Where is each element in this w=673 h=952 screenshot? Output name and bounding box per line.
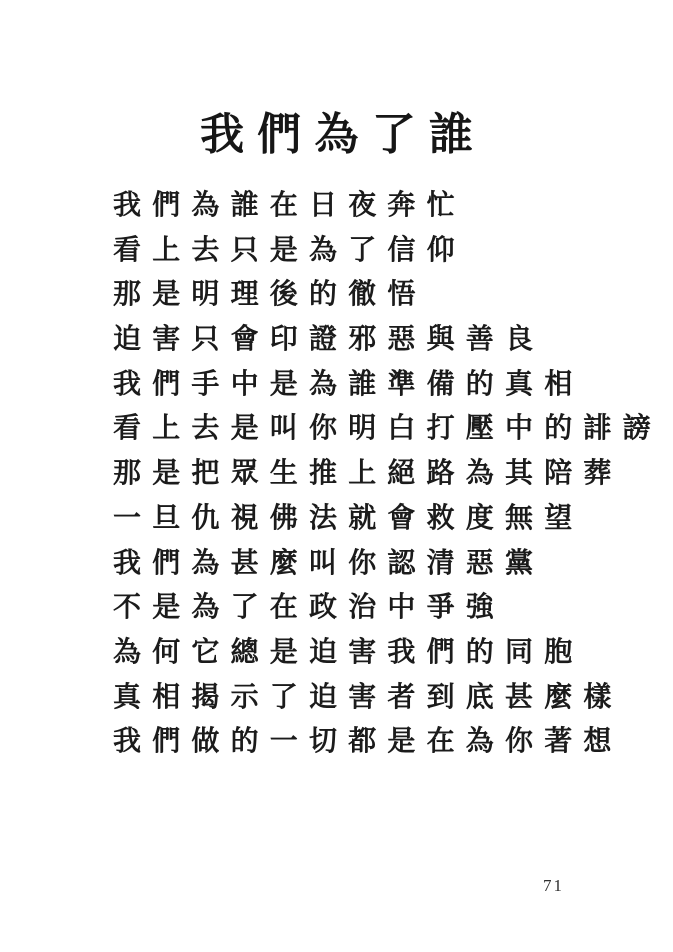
page-title: 我們為了誰 — [200, 110, 487, 159]
poem-line: 為何它總是迫害我們的同胞 — [113, 636, 584, 668]
poem-body — [113, 184, 662, 765]
page-number: 71 — [543, 876, 565, 895]
poem-line: 我們手中是為誰準備的真相 — [113, 368, 584, 400]
poem-line: 我們為誰在日夜奔忙 — [113, 190, 466, 221]
poem-line: 迫害只會印證邪惡與善良 — [113, 324, 545, 356]
poem-line: 那是把眾生推上絕路為其陪葬 — [113, 458, 623, 490]
poem-line: 那是明理後的徹悟 — [113, 279, 427, 311]
poem-line: 真相揭示了迫害者到底甚麼樣 — [113, 681, 623, 713]
poem-line: 看上去是叫你明白打壓中的誹謗 — [113, 413, 662, 445]
poem-line: 一旦仇視佛法就會救度無望 — [113, 502, 584, 534]
poem-line: 看上去只是為了信仰 — [113, 234, 466, 266]
poem-line: 我們為甚麼叫你認清惡黨 — [113, 547, 545, 579]
poem-line: 不是為了在政治中爭強 — [113, 592, 506, 624]
poem-line: 我們做的一切都是在為你著想 — [113, 726, 623, 758]
